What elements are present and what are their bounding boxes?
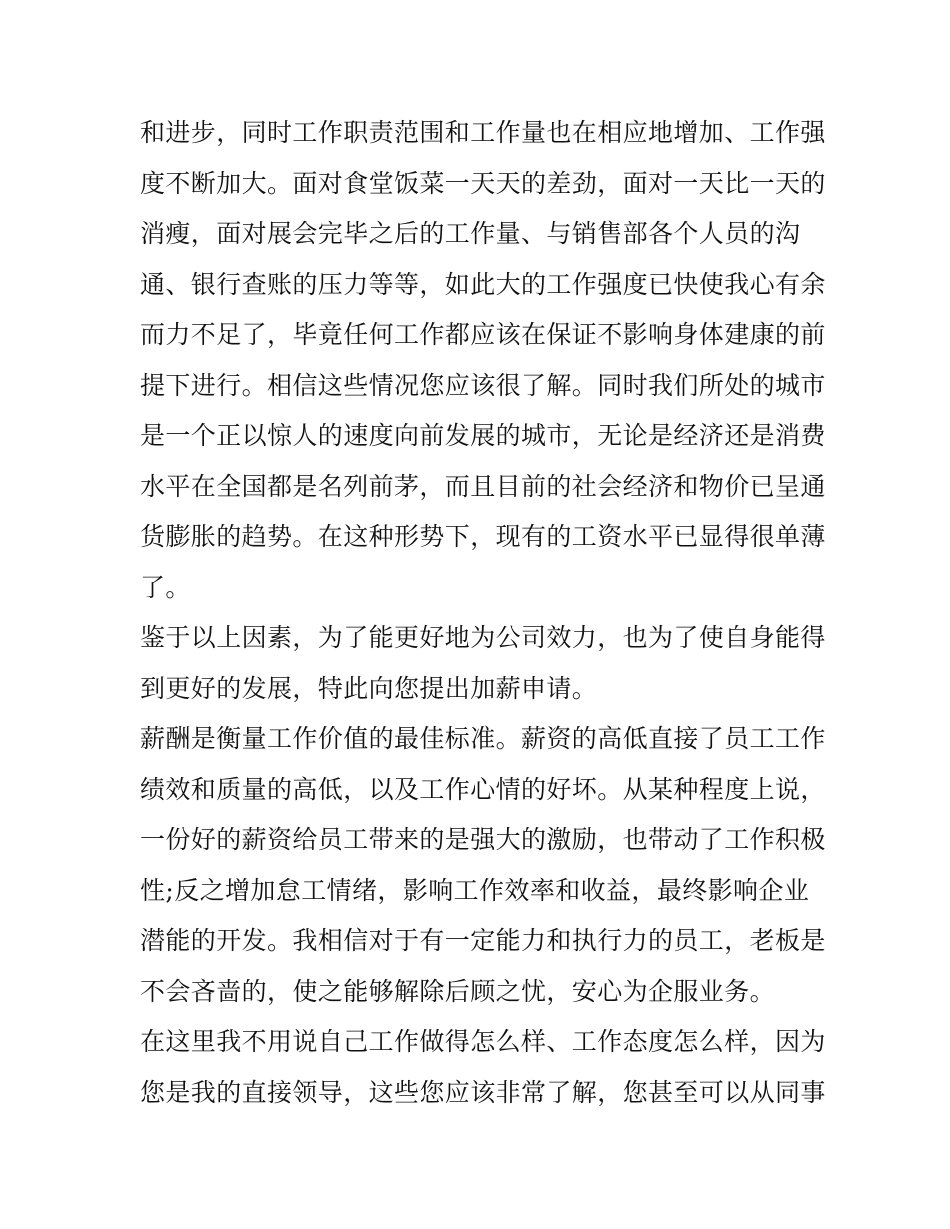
text-line: 通、银行查账的压力等等，如此大的工作强度已快使我心有余 — [140, 269, 826, 299]
text-line: 在这里我不用说自己工作做得怎么样、工作态度怎么样，因为 — [140, 1027, 826, 1056]
text-line: 一份好的薪资给员工带来的是强大的激励，也带动了工作积极 — [140, 825, 826, 854]
text-line: 鉴于以上因素，为了能更好地为公司效力，也为了使自身能得 — [140, 623, 826, 652]
text-line: 和进步，同时工作职责范围和工作量也在相应地增加、工作强 — [140, 118, 826, 147]
text-line: 而力不足了，毕竟任何工作都应该在保证不影响身体建康的前 — [140, 320, 826, 349]
text-line: 是一个正以惊人的速度向前发展的城市，无论是经济还是消费 — [140, 421, 826, 450]
text-line: 到更好的发展，特此向您提出加薪申请。 — [140, 673, 598, 703]
text-line: 了。 — [140, 572, 191, 602]
text-line: 薪酬是衡量工作价值的最佳标准。薪资的高低直接了员工工作 — [140, 724, 826, 753]
text-line: 您是我的直接领导，这些您应该非常了解，您甚至可以从同事 — [140, 1077, 826, 1107]
text-line: 潜能的开发。我相信对于有一定能力和执行力的员工，老板是 — [140, 926, 826, 955]
text-line: 性;反之增加怠工情绪，影响工作效率和收益，最终影响企业 — [140, 875, 810, 905]
text-line: 不会吝啬的，使之能够解除后顾之忧，安心为企服业务。 — [140, 976, 776, 1006]
text-line: 消瘦，面对展会完毕之后的工作量、与销售部各个人员的沟 — [140, 219, 801, 248]
document-body — [140, 108, 826, 1118]
text-line: 绩效和质量的高低，以及工作心情的好坏。从某种程度上说， — [140, 774, 826, 804]
text-line: 度不断加大。面对食堂饭菜一天天的差劲，面对一天比一天的 — [140, 168, 826, 198]
text-line: 货膨胀的趋势。在这种形势下，现有的工资水平已显得很单薄 — [140, 522, 826, 551]
text-line: 提下进行。相信这些情况您应该很了解。同时我们所处的城市 — [140, 370, 826, 400]
text-line: 水平在全国都是名列前茅，而且目前的社会经济和物价已呈通 — [140, 471, 826, 501]
